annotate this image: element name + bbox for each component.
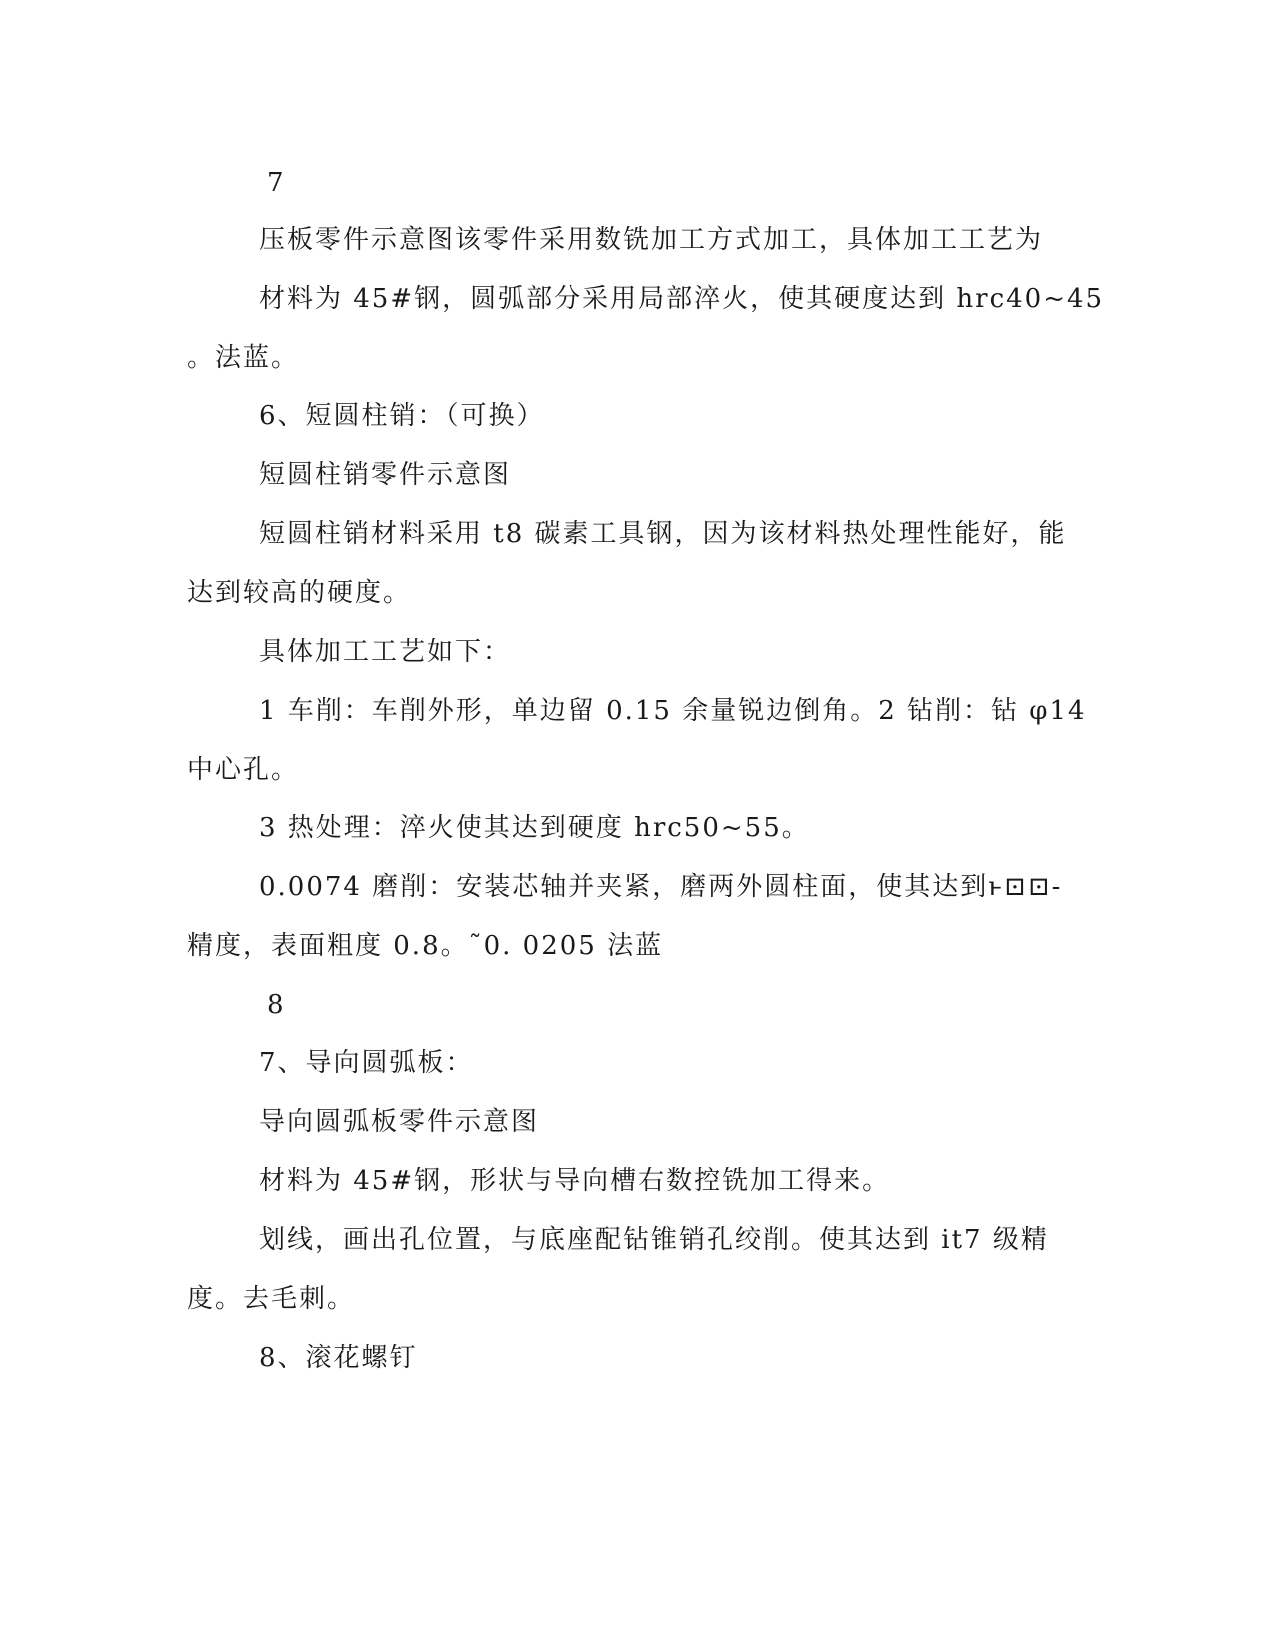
paragraph-line: 材料为 45#钢，圆弧部分采用局部淬火，使其硬度达到 hrc40~45 [259,284,1105,314]
figure-caption: 短圆柱销零件示意图 [259,460,512,490]
section-heading: 7、导向圆弧板： [259,1048,474,1078]
paragraph-line: 压板零件示意图该零件采用数铣加工方式加工，具体加工工艺为 [259,225,1044,255]
page-number: 8 [267,990,286,1020]
paragraph-line: 度。去毛刺。 [187,1284,356,1314]
section-heading: 8、滚花螺钉 [259,1343,418,1373]
paragraph-line: 。法蓝。 [187,343,300,373]
paragraph-line: 达到较高的硬度。 [187,578,412,608]
paragraph-line: 具体加工工艺如下： [259,637,512,667]
paragraph-line: 精度，表面粗度 0.8。˜0. 0205 法蓝 [187,931,664,961]
paragraph-line: 划线，画出孔位置，与底座配钻锥销孔绞削。使其达到 it7 级精 [259,1225,1049,1255]
paragraph-line: 0.0074 磨削：安装芯轴并夹紧，磨两外圆柱面，使其达到ͱ⊡⊡- [259,872,1063,902]
paragraph-line: 中心孔。 [187,755,300,785]
paragraph-line: 短圆柱销材料采用 t8 碳素工具钢，因为该材料热处理性能好，能 [259,519,1067,549]
paragraph-line: 材料为 45#钢，形状与导向槽右数控铣加工得来。 [259,1166,891,1196]
paragraph-line: 1 车削：车削外形，单边留 0.15 余量锐边倒角。2 钻削：钻 φ14 [259,696,1087,726]
figure-caption: 导向圆弧板零件示意图 [259,1107,540,1137]
section-heading: 6、短圆柱销：（可换） [259,401,545,431]
page-number: 7 [267,168,286,198]
paragraph-line: 3 热处理：淬火使其达到硬度 hrc50~55。 [259,813,810,843]
